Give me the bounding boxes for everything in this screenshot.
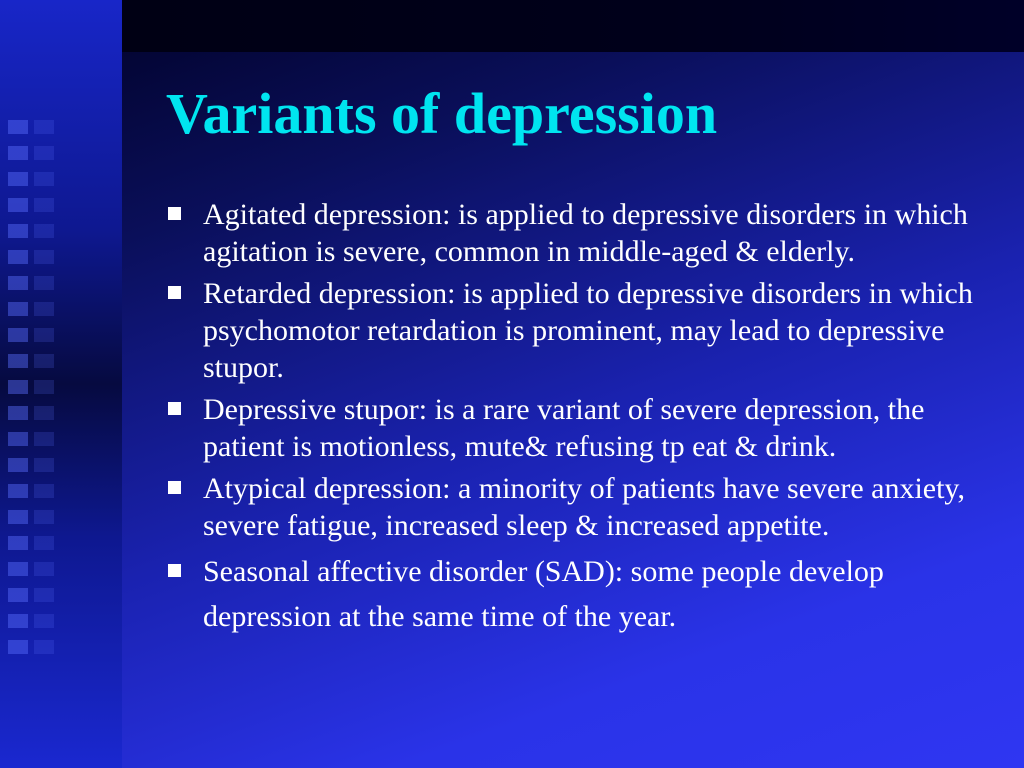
decorative-squares-column-faint — [34, 120, 54, 660]
square-bullet-icon — [168, 207, 181, 220]
bullet-text: Seasonal affective disorder (SAD): some people develop depression at the same time of the year. — [203, 555, 884, 633]
bullet-item-depressive-stupor — [168, 391, 998, 465]
square-bullet-icon — [168, 481, 181, 494]
bullet-item-seasonal-affective-disorder — [168, 549, 998, 639]
slide-title: Variants of depression — [166, 81, 718, 146]
decorative-squares-column — [8, 120, 28, 660]
square-bullet-icon — [168, 286, 181, 299]
bullet-text: Atypical depression: a minority of patients have severe anxiety, severe fatigue, increased sleep & increased appetite. — [203, 472, 965, 542]
bullet-item-agitated-depression — [168, 196, 998, 270]
top-band — [122, 0, 1024, 52]
square-bullet-icon — [168, 564, 181, 577]
bullet-list — [168, 196, 998, 644]
square-bullet-icon — [168, 402, 181, 415]
bullet-item-atypical-depression — [168, 470, 998, 544]
bullet-text: Depressive stupor: is a rare variant of severe depression, the patient is motionless, mute& refusing tp eat & drink. — [203, 393, 925, 463]
bullet-text: Agitated depression: is applied to depressive disorders in which agitation is severe, common in middle-aged & elderly. — [203, 198, 968, 268]
left-decorative-strip — [0, 0, 122, 768]
bullet-item-retarded-depression — [168, 275, 998, 386]
bullet-text: Retarded depression: is applied to depressive disorders in which psychomotor retardation is prominent, may lead to depressive stupor. — [203, 277, 973, 384]
